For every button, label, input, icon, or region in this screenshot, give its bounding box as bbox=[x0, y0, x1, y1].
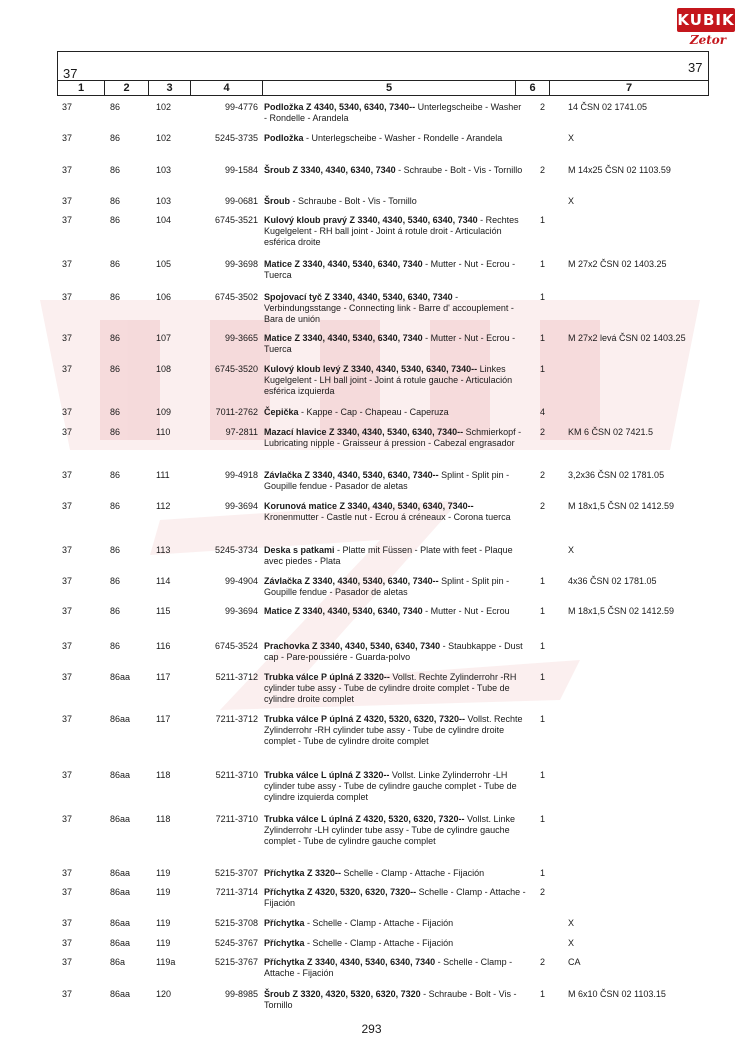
description-cell bbox=[264, 333, 526, 355]
position-cell: 103 bbox=[156, 165, 172, 175]
part-number-cell: 99-1584 bbox=[224, 165, 258, 175]
note-cell: CA bbox=[568, 957, 581, 967]
description-cell bbox=[264, 868, 526, 879]
position-cell: 117 bbox=[156, 714, 171, 724]
part-number-cell: 5215-3707 bbox=[214, 868, 258, 878]
figure-cell: 86aa bbox=[110, 989, 131, 999]
quantity-cell: 1 bbox=[540, 770, 546, 780]
part-translations: - Schelle - Clamp - Attache - Fijación bbox=[264, 957, 513, 978]
quantity-cell: 2 bbox=[540, 957, 546, 967]
part-translations: - Staubkappe - Dust cap - Pare-poussiére - Guarda-polvo bbox=[264, 641, 523, 662]
part-name: Podložka Z 4340, 5340, 6340, 7340-- bbox=[264, 102, 416, 112]
figure-cell: 86 bbox=[110, 259, 121, 269]
part-translations: Splint - Split pin - Goupille fendue - Pasador de aletas bbox=[264, 576, 510, 597]
figure-cell: 86aa bbox=[110, 918, 131, 928]
part-translations: - Mutter - Nut - Ecrou bbox=[422, 606, 510, 616]
section-number-right: 37 bbox=[688, 60, 703, 75]
description-cell bbox=[264, 770, 526, 803]
figure-cell: 86 bbox=[110, 215, 121, 225]
quantity-cell: 1 bbox=[540, 333, 546, 343]
figure-cell: 86aa bbox=[110, 814, 131, 824]
part-number-cell: 7011-2762 bbox=[215, 407, 258, 417]
section-cell: 37 bbox=[62, 641, 73, 651]
figure-cell: 86 bbox=[110, 606, 121, 616]
part-translations: - Unterlegscheibe - Washer - Rondelle - Arandela bbox=[303, 133, 503, 143]
quantity-cell: 1 bbox=[540, 672, 546, 682]
position-cell: 119 bbox=[156, 887, 171, 897]
quantity-cell: 2 bbox=[540, 887, 546, 897]
section-cell: 37 bbox=[62, 714, 73, 724]
logo-zetor-text: Zetor bbox=[689, 33, 727, 47]
position-cell: 112 bbox=[156, 501, 171, 511]
part-translations: Vollst. Linke Zylinderrohr -LH cylinder tube assy - Tube de cylindre gauche complet - Tube de cylindre izquierda complet bbox=[264, 770, 517, 802]
figure-cell: 86 bbox=[110, 292, 121, 302]
part-number-cell: 97-2811 bbox=[225, 427, 258, 437]
description-cell bbox=[264, 196, 526, 207]
quantity-cell: 1 bbox=[540, 714, 546, 724]
column-header-1: 1 bbox=[58, 81, 105, 95]
page-number: 293 bbox=[361, 1022, 382, 1036]
position-cell: 107 bbox=[156, 333, 172, 343]
quantity-cell: 1 bbox=[540, 814, 546, 824]
description-cell bbox=[264, 918, 526, 929]
part-translations: Vollst. Rechte Zylinderrohr -RH cylinder tube assy - Tube de cylindre droite complet - Tube de cylindre droite complet bbox=[264, 714, 523, 746]
figure-cell: 86aa bbox=[110, 887, 131, 897]
part-name: Mazací hlavice Z 3340, 4340, 5340, 6340, 7340-- bbox=[264, 427, 464, 437]
part-name: Příchytka Z 3320-- bbox=[264, 868, 342, 878]
part-translations: - Mutter - Nut - Ecrou - Tuerca bbox=[264, 333, 516, 354]
part-translations: - Kappe - Cap - Chapeau - Caperuza bbox=[298, 407, 449, 417]
description-cell bbox=[264, 102, 526, 124]
description-cell bbox=[264, 407, 526, 418]
position-cell: 120 bbox=[156, 989, 172, 999]
description-cell bbox=[264, 957, 526, 979]
part-name: Příchytka Z 4320, 5320, 6320, 7320-- bbox=[264, 887, 417, 897]
column-header-5: 5 bbox=[263, 81, 516, 95]
note-cell: 4x36 ČSN 02 1781.05 bbox=[568, 576, 657, 586]
part-number-cell: 7211-3714 bbox=[215, 887, 258, 897]
description-cell bbox=[264, 641, 526, 663]
part-name: Trubka válce P úplná Z 3320-- bbox=[264, 672, 390, 682]
part-number-cell: 6745-3524 bbox=[214, 641, 258, 651]
position-cell: 119 bbox=[156, 938, 171, 948]
section-cell: 37 bbox=[62, 215, 73, 225]
section-number-left: 37 bbox=[63, 66, 78, 81]
part-translations: - Schelle - Clamp - Attache - Fijación bbox=[304, 938, 454, 948]
note-cell: X bbox=[568, 938, 575, 948]
part-number-cell: 5245-3735 bbox=[214, 133, 258, 143]
part-number-cell: 5215-3708 bbox=[214, 918, 258, 928]
section-cell: 37 bbox=[62, 989, 73, 999]
part-translations: Unterlegscheibe - Washer - Rondelle - Arandela bbox=[264, 102, 522, 123]
part-number-cell: 7211-3710 bbox=[215, 814, 258, 824]
part-translations: Schelle - Clamp - Attache - Fijación bbox=[264, 887, 526, 908]
part-translations: - Rechtes Kugelgelent - RH ball joint - Joint á rotule droit - Articulación esférica droite bbox=[264, 215, 519, 247]
part-number-cell: 5245-3767 bbox=[214, 938, 258, 948]
quantity-cell: 1 bbox=[540, 576, 546, 586]
column-header-row bbox=[57, 80, 709, 96]
quantity-cell: 2 bbox=[540, 470, 546, 480]
column-header-6: 6 bbox=[516, 81, 550, 95]
section-cell: 37 bbox=[62, 292, 73, 302]
description-cell bbox=[264, 292, 526, 325]
section-cell: 37 bbox=[62, 672, 73, 682]
description-cell bbox=[264, 938, 526, 949]
description-cell bbox=[264, 364, 526, 397]
section-cell: 37 bbox=[62, 868, 73, 878]
part-name: Prachovka Z 3340, 4340, 5340, 6340, 7340 bbox=[264, 641, 441, 651]
description-cell bbox=[264, 606, 526, 617]
quantity-cell: 1 bbox=[540, 606, 546, 616]
position-cell: 116 bbox=[156, 641, 171, 651]
column-header-2: 2 bbox=[105, 81, 149, 95]
part-translations: Schelle - Clamp - Attache - Fijación bbox=[341, 868, 485, 878]
part-translations: Linkes Kugelgelent - LH ball joint - Joint á rotule gauche - Articulación esférica izquierda bbox=[264, 364, 513, 396]
part-number-cell: 5245-3734 bbox=[214, 545, 258, 555]
part-name: Spojovací tyč Z 3340, 4340, 5340, 6340, 7340 bbox=[264, 292, 453, 302]
figure-cell: 86 bbox=[110, 501, 121, 511]
position-cell: 106 bbox=[156, 292, 172, 302]
part-name: Závlačka Z 3340, 4340, 5340, 6340, 7340-- bbox=[264, 470, 439, 480]
part-translations: - Schraube - Bolt - Vis - Tornillo bbox=[290, 196, 417, 206]
description-cell bbox=[264, 215, 526, 248]
section-cell: 37 bbox=[62, 814, 73, 824]
position-cell: 118 bbox=[156, 770, 171, 780]
note-cell: 3,2x36 ČSN 02 1781.05 bbox=[568, 470, 665, 480]
section-cell: 37 bbox=[62, 333, 73, 343]
column-header-4: 4 bbox=[191, 81, 263, 95]
description-cell bbox=[264, 501, 526, 523]
quantity-cell: 2 bbox=[540, 501, 546, 511]
note-cell: M 6x10 ČSN 02 1103.15 bbox=[568, 989, 666, 999]
description-cell bbox=[264, 989, 526, 1011]
part-name: Šroub Z 3340, 4340, 6340, 7340 bbox=[264, 165, 396, 175]
figure-cell: 86 bbox=[110, 196, 121, 206]
figure-cell: 86 bbox=[110, 364, 121, 374]
figure-cell: 86a bbox=[110, 957, 126, 967]
part-name: Šroub bbox=[264, 196, 290, 206]
section-cell: 37 bbox=[62, 606, 73, 616]
part-number-cell: 6745-3520 bbox=[214, 364, 258, 374]
part-number-cell: 99-3694 bbox=[224, 606, 258, 616]
section-cell: 37 bbox=[62, 133, 73, 143]
position-cell: 109 bbox=[156, 407, 172, 417]
part-translations: Vollst. Linke Zylinderrohr -LH cylinder tube assy - Tube de cylindre gauche complet - Tube de cylindre gauche complet bbox=[264, 814, 515, 846]
note-cell: X bbox=[568, 918, 575, 928]
figure-cell: 86 bbox=[110, 576, 121, 586]
figure-cell: 86 bbox=[110, 427, 121, 437]
figure-cell: 86aa bbox=[110, 938, 131, 948]
part-name: Deska s patkami bbox=[264, 545, 335, 555]
position-cell: 105 bbox=[156, 259, 172, 269]
part-name: Příchytka bbox=[264, 938, 305, 948]
part-translations: - Mutter - Nut - Ecrou - Tuerca bbox=[264, 259, 516, 280]
description-cell bbox=[264, 165, 526, 176]
description-cell bbox=[264, 259, 526, 281]
description-cell bbox=[264, 133, 526, 144]
column-header-7: 7 bbox=[625, 82, 633, 94]
section-cell: 37 bbox=[62, 364, 73, 374]
description-cell bbox=[264, 545, 526, 567]
section-cell: 37 bbox=[62, 196, 73, 206]
part-name: Kulový kloub levý Z 3340, 4340, 5340, 6340, 7340-- bbox=[264, 364, 478, 374]
position-cell: 102 bbox=[156, 102, 172, 112]
part-number-cell: 99-4776 bbox=[224, 102, 258, 112]
section-cell: 37 bbox=[62, 957, 73, 967]
description-cell bbox=[264, 672, 526, 705]
note-cell: M 27x2 levá ČSN 02 1403.25 bbox=[568, 333, 686, 343]
note-cell: X bbox=[568, 133, 575, 143]
section-cell: 37 bbox=[62, 102, 73, 112]
figure-cell: 86 bbox=[110, 133, 121, 143]
figure-cell: 86 bbox=[110, 407, 121, 417]
quantity-cell: 1 bbox=[540, 989, 546, 999]
part-translations: Vollst. Rechte Zylinderrohr -RH cylinder tube assy - Tube de cylindre droite complet - Tube de cylindre droite complet bbox=[264, 672, 517, 704]
part-number-cell: 99-4904 bbox=[224, 576, 258, 586]
part-number-cell: 99-3698 bbox=[224, 259, 258, 269]
note-cell: M 18x1,5 ČSN 02 1412.59 bbox=[568, 501, 675, 511]
description-cell bbox=[264, 576, 526, 598]
note-cell: 14 ČSN 02 1741.05 bbox=[568, 102, 648, 112]
position-cell: 115 bbox=[156, 606, 171, 616]
section-cell: 37 bbox=[62, 427, 73, 437]
section-cell: 37 bbox=[62, 259, 73, 269]
part-name: Korunová matice Z 3340, 4340, 5340, 6340, 7340-- bbox=[264, 501, 474, 511]
part-number-cell: 99-4918 bbox=[224, 470, 258, 480]
part-name: Šroub Z 3320, 4320, 5320, 6320, 7320 bbox=[264, 989, 421, 999]
part-number-cell: 5211-3712 bbox=[215, 672, 258, 682]
part-number-cell: 99-8985 bbox=[224, 989, 258, 999]
note-cell: M 18x1,5 ČSN 02 1412.59 bbox=[568, 606, 675, 616]
position-cell: 103 bbox=[156, 196, 172, 206]
part-name: Kulový kloub pravý Z 3340, 4340, 5340, 6340, 7340 bbox=[264, 215, 478, 225]
section-cell: 37 bbox=[62, 165, 73, 175]
section-cell: 37 bbox=[62, 770, 73, 780]
note-cell: X bbox=[568, 545, 575, 555]
part-name: Trubka válce P úplná Z 4320, 5320, 6320, 7320-- bbox=[264, 714, 465, 724]
part-name: Trubka válce L úplná Z 4320, 5320, 6320, 7320-- bbox=[264, 814, 465, 824]
part-name: Čepička bbox=[264, 407, 299, 417]
quantity-cell: 1 bbox=[540, 641, 546, 651]
figure-cell: 86 bbox=[110, 333, 121, 343]
position-cell: 102 bbox=[156, 133, 172, 143]
part-translations: - Platte mit Füssen - Plate with feet - Plaque avec piedes - Plata bbox=[264, 545, 513, 566]
position-cell: 119 bbox=[156, 868, 171, 878]
part-name: Závlačka Z 3340, 4340, 5340, 6340, 7340-- bbox=[264, 576, 439, 586]
part-number-cell: 99-0681 bbox=[224, 196, 258, 206]
part-name: Příchytka Z 3340, 4340, 5340, 6340, 7340 bbox=[264, 957, 436, 967]
note-cell: KM 6 ČSN 02 7421.5 bbox=[568, 427, 654, 437]
part-number-cell: 6745-3521 bbox=[214, 215, 258, 225]
quantity-cell: 2 bbox=[540, 427, 546, 437]
quantity-cell: 1 bbox=[540, 259, 546, 269]
section-cell: 37 bbox=[62, 470, 73, 480]
part-name: Podložka bbox=[264, 133, 304, 143]
position-cell: 117 bbox=[156, 672, 171, 682]
figure-cell: 86 bbox=[110, 470, 121, 480]
section-cell: 37 bbox=[62, 576, 73, 586]
part-name: Matice Z 3340, 4340, 5340, 6340, 7340 bbox=[264, 606, 423, 616]
section-cell: 37 bbox=[62, 918, 73, 928]
position-cell: 108 bbox=[156, 364, 172, 374]
part-translations: - Verbindungsstange - Connecting link - Barre d' accouplement - Bara de unión bbox=[264, 292, 514, 324]
note-cell: M 14x25 ČSN 02 1103.59 bbox=[568, 165, 671, 175]
part-translations: - Schraube - Bolt - Vis - Tornillo bbox=[395, 165, 523, 175]
quantity-cell: 2 bbox=[540, 165, 546, 175]
part-translations: - Schraube - Bolt - Vis - Tornillo bbox=[264, 989, 517, 1010]
position-cell: 113 bbox=[156, 545, 171, 555]
section-cell: 37 bbox=[62, 545, 73, 555]
part-name: Trubka válce L úplná Z 3320-- bbox=[264, 770, 390, 780]
description-cell bbox=[264, 887, 526, 909]
figure-cell: 86aa bbox=[110, 714, 131, 724]
quantity-cell: 1 bbox=[540, 364, 546, 374]
position-cell: 114 bbox=[156, 576, 171, 586]
column-header-3: 3 bbox=[149, 81, 191, 95]
part-name: Příchytka bbox=[264, 918, 305, 928]
figure-cell: 86 bbox=[110, 545, 121, 555]
position-cell: 119a bbox=[156, 957, 176, 967]
section-cell: 37 bbox=[62, 501, 73, 511]
part-translations: Kronenmutter - Castle nut - Ecrou á créneaux - Corona tuerca bbox=[264, 512, 511, 522]
position-cell: 119 bbox=[156, 918, 171, 928]
quantity-cell: 1 bbox=[540, 215, 546, 225]
note-cell: M 27x2 ČSN 02 1403.25 bbox=[568, 259, 667, 269]
figure-cell: 86aa bbox=[110, 868, 131, 878]
section-cell: 37 bbox=[62, 407, 73, 417]
description-cell bbox=[264, 470, 526, 492]
section-cell: 37 bbox=[62, 938, 73, 948]
part-number-cell: 99-3665 bbox=[224, 333, 258, 343]
position-cell: 104 bbox=[156, 215, 172, 225]
quantity-cell: 4 bbox=[540, 407, 546, 417]
part-name: Matice Z 3340, 4340, 5340, 6340, 7340 bbox=[264, 333, 423, 343]
quantity-cell: 1 bbox=[540, 868, 546, 878]
position-cell: 118 bbox=[156, 814, 171, 824]
figure-cell: 86aa bbox=[110, 672, 131, 682]
figure-cell: 86 bbox=[110, 165, 121, 175]
quantity-cell: 1 bbox=[540, 292, 546, 302]
part-name: Matice Z 3340, 4340, 5340, 6340, 7340 bbox=[264, 259, 423, 269]
position-cell: 110 bbox=[156, 427, 171, 437]
position-cell: 111 bbox=[156, 470, 170, 480]
figure-cell: 86 bbox=[110, 641, 121, 651]
part-translations: Schmierkopf - Lubricating nipple - Graisseur á pression - Cabezal engrasador bbox=[264, 427, 522, 448]
quantity-cell: 2 bbox=[540, 102, 546, 112]
part-number-cell: 7211-3712 bbox=[215, 714, 258, 724]
part-translations: - Schelle - Clamp - Attache - Fijación bbox=[304, 918, 454, 928]
figure-cell: 86aa bbox=[110, 770, 131, 780]
description-cell bbox=[264, 427, 526, 449]
part-number-cell: 5215-3767 bbox=[214, 957, 258, 967]
description-cell bbox=[264, 814, 526, 847]
part-number-cell: 5211-3710 bbox=[215, 770, 258, 780]
logo-kubik-text: KUBIK bbox=[677, 8, 735, 32]
kubik-zetor-logo bbox=[677, 8, 735, 52]
part-number-cell: 99-3694 bbox=[224, 501, 258, 511]
description-cell bbox=[264, 714, 526, 747]
section-cell: 37 bbox=[62, 887, 73, 897]
figure-cell: 86 bbox=[110, 102, 121, 112]
part-number-cell: 6745-3502 bbox=[214, 292, 258, 302]
note-cell: X bbox=[568, 196, 575, 206]
part-translations: Splint - Split pin - Goupille fendue - Pasador de aletas bbox=[264, 470, 510, 491]
